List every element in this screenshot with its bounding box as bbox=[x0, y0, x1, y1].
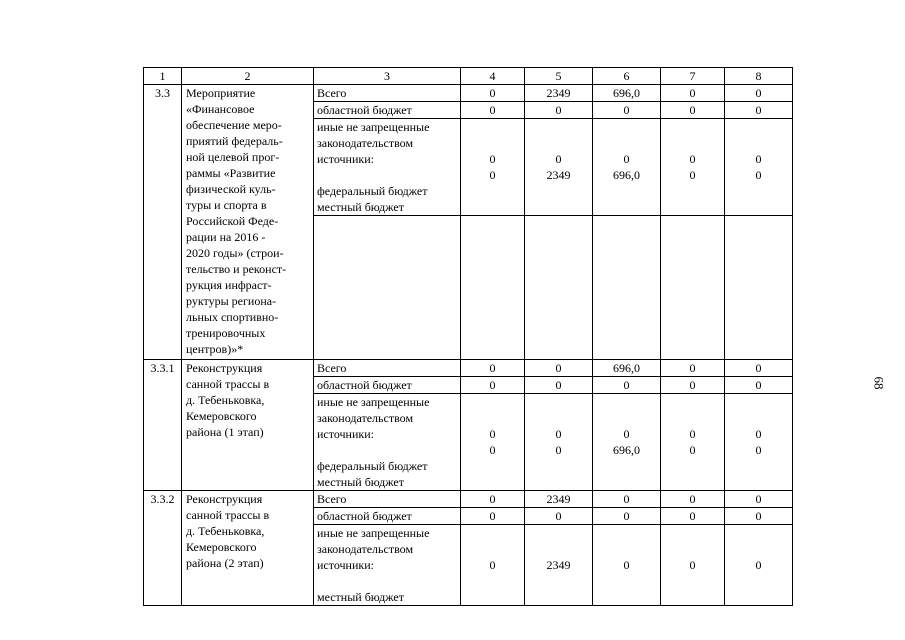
cell-value: 696,0 bbox=[613, 168, 640, 182]
name-line: центров)»* bbox=[186, 342, 244, 356]
value-stack bbox=[525, 119, 593, 216]
cell-value: 0 bbox=[689, 152, 696, 166]
other-line: источники: bbox=[317, 427, 374, 441]
cell-value: 696,0 bbox=[593, 360, 661, 377]
section-number: 3.3.2 bbox=[144, 491, 182, 606]
value-stack bbox=[593, 525, 661, 606]
cell-value: 0 bbox=[555, 443, 562, 457]
cell-value: 0 bbox=[461, 85, 525, 102]
other-line: законодательством bbox=[317, 136, 414, 150]
name-line: обеспечение меро- bbox=[186, 118, 282, 132]
value-stack bbox=[461, 119, 525, 216]
cell-value: 0 bbox=[661, 85, 725, 102]
cell-value: 0 bbox=[461, 508, 525, 525]
cell-value: 0 bbox=[661, 360, 725, 377]
name-line: района (1 этап) bbox=[186, 425, 264, 439]
budget-table bbox=[143, 67, 793, 606]
row-label: областной бюджет bbox=[314, 508, 461, 525]
cell-value: 0 bbox=[725, 377, 793, 394]
cell-value: 0 bbox=[661, 508, 725, 525]
cell-value: 0 bbox=[489, 427, 496, 441]
name-line: приятий федераль- bbox=[186, 134, 283, 148]
name-line: ной целевой прог- bbox=[186, 150, 280, 164]
cell-value: 696,0 bbox=[613, 443, 640, 457]
cell-value: 2349 bbox=[525, 491, 593, 508]
table-row bbox=[144, 491, 793, 508]
row-label: местный бюджет bbox=[317, 590, 404, 604]
table-row bbox=[144, 85, 793, 102]
name-line: льных спортивно- bbox=[186, 310, 279, 324]
value-stack bbox=[725, 119, 793, 216]
name-line: «Финансовое bbox=[186, 102, 255, 116]
cell-value: 0 bbox=[461, 102, 525, 119]
name-line: д. Тебеньковка, bbox=[186, 524, 265, 538]
name-line: д. Тебеньковка, bbox=[186, 393, 265, 407]
name-line: 2020 годы» (строи- bbox=[186, 246, 284, 260]
cell-value: 0 bbox=[525, 360, 593, 377]
row-label: местный бюджет bbox=[317, 475, 404, 489]
row-label: местный бюджет bbox=[317, 200, 404, 214]
cell-value: 2349 bbox=[525, 85, 593, 102]
name-line: Реконструкция bbox=[186, 492, 263, 506]
value-stack bbox=[661, 394, 725, 491]
cell-value: 0 bbox=[461, 377, 525, 394]
cell-value: 2349 bbox=[546, 558, 571, 572]
cell-value: 0 bbox=[593, 508, 661, 525]
name-line: санной трассы в bbox=[186, 508, 270, 522]
value-stack bbox=[593, 394, 661, 491]
other-sources-cell bbox=[314, 119, 461, 216]
cell-value: 0 bbox=[725, 85, 793, 102]
name-line: санной трассы в bbox=[186, 377, 270, 391]
name-line: рукция инфраст- bbox=[186, 278, 272, 292]
col-header: 2 bbox=[182, 68, 314, 85]
name-line: района (2 этап) bbox=[186, 556, 264, 570]
row-label: Всего bbox=[314, 85, 461, 102]
value-stack bbox=[461, 394, 525, 491]
name-line: раммы «Развитие bbox=[186, 166, 276, 180]
row-label: Всего bbox=[314, 360, 461, 377]
cell-value: 0 bbox=[461, 491, 525, 508]
cell-value: 0 bbox=[725, 360, 793, 377]
other-line: источники: bbox=[317, 558, 374, 572]
cell-value: 0 bbox=[623, 152, 630, 166]
cell-value: 0 bbox=[725, 508, 793, 525]
col-header: 1 bbox=[144, 68, 182, 85]
col-header: 4 bbox=[461, 68, 525, 85]
cell-value: 0 bbox=[593, 491, 661, 508]
value-stack bbox=[725, 394, 793, 491]
section-name bbox=[182, 491, 314, 606]
cell-value: 0 bbox=[525, 102, 593, 119]
other-line: источники: bbox=[317, 152, 374, 166]
table-row bbox=[144, 360, 793, 377]
cell-value: 696,0 bbox=[593, 85, 661, 102]
section-number: 3.3 bbox=[144, 85, 182, 360]
name-line: тельство и реконст- bbox=[186, 262, 287, 276]
cell-value: 0 bbox=[661, 491, 725, 508]
value-stack bbox=[661, 119, 725, 216]
cell-value: 2349 bbox=[546, 168, 571, 182]
cell-value: 0 bbox=[661, 102, 725, 119]
value-stack bbox=[461, 525, 525, 606]
row-label: Всего bbox=[314, 491, 461, 508]
col-header: 6 bbox=[593, 68, 661, 85]
cell-value: 0 bbox=[525, 508, 593, 525]
cell-value: 0 bbox=[555, 152, 562, 166]
cell-value: 0 bbox=[725, 491, 793, 508]
cell-value: 0 bbox=[689, 168, 696, 182]
col-header: 8 bbox=[725, 68, 793, 85]
value-stack bbox=[525, 394, 593, 491]
name-line: Мероприятие bbox=[186, 86, 256, 100]
cell-value: 0 bbox=[755, 152, 762, 166]
cell-value: 0 bbox=[755, 558, 762, 572]
other-line: законодательством bbox=[317, 542, 414, 556]
page-number: 68 bbox=[871, 376, 887, 390]
cell-value: 0 bbox=[525, 377, 593, 394]
cell-value: 0 bbox=[489, 168, 496, 182]
name-line: рации на 2016 - bbox=[186, 230, 266, 244]
value-stack bbox=[525, 525, 593, 606]
col-header: 5 bbox=[525, 68, 593, 85]
value-stack bbox=[725, 525, 793, 606]
cell-value: 0 bbox=[623, 558, 630, 572]
name-line: Кемеровского bbox=[186, 540, 257, 554]
cell-value: 0 bbox=[489, 152, 496, 166]
cell-value: 0 bbox=[755, 168, 762, 182]
other-line: иные не запрещенные bbox=[317, 120, 430, 134]
col-header: 3 bbox=[314, 68, 461, 85]
value-stack bbox=[593, 119, 661, 216]
cell-value: 0 bbox=[725, 102, 793, 119]
name-line: туры и спорта в bbox=[186, 198, 267, 212]
name-line: физической куль- bbox=[186, 182, 276, 196]
section-name bbox=[182, 360, 314, 491]
cell-value: 0 bbox=[593, 377, 661, 394]
other-line: иные не запрещенные bbox=[317, 526, 430, 540]
cell-value: 0 bbox=[689, 558, 696, 572]
other-line: законодательством bbox=[317, 411, 414, 425]
name-line: руктуры регионa- bbox=[186, 294, 277, 308]
cell-value: 0 bbox=[623, 427, 630, 441]
col-header: 7 bbox=[661, 68, 725, 85]
other-line: иные не запрещенные bbox=[317, 395, 430, 409]
cell-value: 0 bbox=[555, 427, 562, 441]
name-line: Российской Феде- bbox=[186, 214, 279, 228]
name-line: тренировочных bbox=[186, 326, 266, 340]
row-label: областной бюджет bbox=[314, 377, 461, 394]
cell-value: 0 bbox=[661, 377, 725, 394]
cell-value: 0 bbox=[489, 558, 496, 572]
name-line: Кемеровского bbox=[186, 409, 257, 423]
cell-value: 0 bbox=[593, 102, 661, 119]
other-sources-cell bbox=[314, 394, 461, 491]
cell-value: 0 bbox=[489, 443, 496, 457]
name-line: Реконструкция bbox=[186, 361, 263, 375]
cell-value: 0 bbox=[755, 443, 762, 457]
cell-value: 0 bbox=[755, 427, 762, 441]
cell-value: 0 bbox=[461, 360, 525, 377]
row-label: федеральный бюджет bbox=[317, 184, 428, 198]
section-number: 3.3.1 bbox=[144, 360, 182, 491]
value-stack bbox=[661, 525, 725, 606]
cell-value: 0 bbox=[689, 443, 696, 457]
cell-value: 0 bbox=[689, 427, 696, 441]
other-sources-cell bbox=[314, 525, 461, 606]
header-row bbox=[144, 68, 793, 85]
section-name bbox=[182, 85, 314, 360]
row-label: федеральный бюджет bbox=[317, 459, 428, 473]
row-label: областной бюджет bbox=[314, 102, 461, 119]
